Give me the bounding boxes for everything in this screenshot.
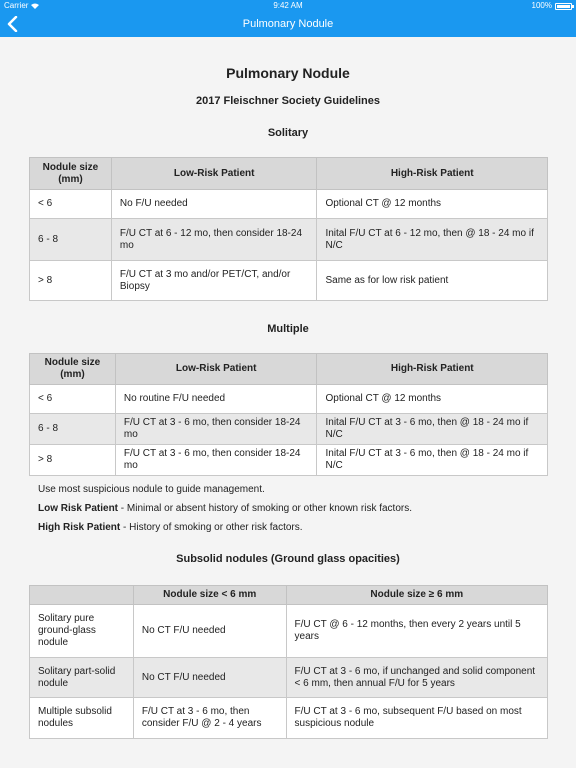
table-cell: F/U CT at 3 - 6 mo, then consider 18-24 mo — [115, 414, 317, 445]
high-risk-text: - History of smoking or other risk factors. — [120, 522, 303, 533]
table-cell: F/U CT @ 6 - 12 months, then every 2 years until 5 years — [286, 605, 547, 658]
column-header: Nodule size (mm) — [30, 354, 116, 385]
solitary-heading: Solitary — [267, 127, 309, 139]
table-cell: Optional CT @ 12 months — [317, 190, 548, 219]
table-cell: F/U CT at 3 - 6 mo, subsequent F/U based on most suspicious nodule — [286, 698, 547, 739]
column-header: Low-Risk Patient — [115, 354, 317, 385]
table-cell: Solitary part-solid nodule — [30, 658, 134, 698]
table-cell: F/U CT at 3 - 6 mo, then consider 18-24 mo — [115, 445, 317, 476]
table-cell: Inital F/U CT at 3 - 6 mo, then @ 18 - 24 mo if N/C — [317, 414, 548, 445]
table-cell: No CT F/U needed — [133, 605, 286, 658]
table-cell: > 8 — [30, 445, 116, 476]
high-risk-label: High Risk Patient — [38, 522, 121, 533]
column-header — [30, 586, 134, 605]
table-cell: Optional CT @ 12 months — [317, 385, 548, 414]
nav-title: Pulmonary Nodule — [242, 18, 334, 30]
table-cell: F/U CT at 3 - 6 mo, if unchanged and solid component < 6 mm, then annual F/U for 5 years — [286, 658, 547, 698]
table-header-row — [30, 158, 548, 190]
page-subtitle: 2017 Fleischner Society Guidelines — [195, 95, 381, 107]
solitary-table — [29, 157, 548, 301]
table-header-row — [30, 354, 548, 385]
table-cell: < 6 — [30, 190, 112, 219]
status-bar — [0, 0, 576, 12]
multiple-heading: Multiple — [267, 323, 309, 335]
nav-bar — [0, 12, 576, 37]
subsolid-heading: Subsolid nodules (Ground glass opacities) — [176, 553, 400, 565]
table-cell: Solitary pure ground-glass nodule — [30, 605, 134, 658]
table-cell: 6 - 8 — [30, 414, 116, 445]
table-cell: Inital F/U CT at 6 - 12 mo, then @ 18 - 24 mo if N/C — [317, 219, 548, 261]
table-cell: 6 - 8 — [30, 219, 112, 261]
page-title: Pulmonary Nodule — [226, 65, 350, 81]
top-bar — [0, 0, 576, 37]
table-row — [30, 605, 548, 658]
column-header: High-Risk Patient — [317, 354, 548, 385]
table-cell: No CT F/U needed — [133, 658, 286, 698]
carrier-label: Carrier — [4, 0, 39, 12]
table-cell: > 8 — [30, 261, 112, 301]
table-row — [30, 445, 548, 476]
battery-percent: 100% — [531, 1, 552, 10]
note-high-risk — [38, 522, 412, 534]
column-header: Nodule size (mm) — [30, 158, 112, 190]
table-cell: No routine F/U needed — [115, 385, 317, 414]
column-header: Low-Risk Patient — [111, 158, 317, 190]
table-row — [30, 219, 548, 261]
table-row — [30, 385, 548, 414]
column-header: High-Risk Patient — [317, 158, 548, 190]
note-text: Use most suspicious nodule to guide management. — [38, 484, 265, 495]
table-header-row — [30, 586, 548, 605]
subsolid-table — [29, 585, 548, 739]
table-row — [30, 414, 548, 445]
low-risk-label: Low Risk Patient — [38, 503, 119, 514]
table-cell: Multiple subsolid nodules — [30, 698, 134, 739]
table-cell: No F/U needed — [111, 190, 317, 219]
notes-section — [38, 484, 412, 541]
low-risk-text: - Minimal or absent history of smoking or other known risk factors. — [118, 503, 413, 514]
table-cell: < 6 — [30, 385, 116, 414]
table-row — [30, 658, 548, 698]
table-row — [30, 190, 548, 219]
table-cell: F/U CT at 6 - 12 mo, then consider 18-24 mo — [111, 219, 317, 261]
battery-indicator — [532, 0, 572, 12]
table-cell: Same as for low risk patient — [317, 261, 548, 301]
table-cell: F/U CT at 3 mo and/or PET/CT, and/or Biopsy — [111, 261, 317, 301]
table-row — [30, 698, 548, 739]
column-header: Nodule size < 6 mm — [133, 586, 286, 605]
battery-icon — [555, 3, 572, 10]
column-header: Nodule size ≥ 6 mm — [286, 586, 547, 605]
status-time: 9:42 AM — [273, 1, 303, 10]
table-cell: F/U CT at 3 - 6 mo, then consider F/U @ 2 - 4 years — [133, 698, 286, 739]
table-cell: Inital F/U CT at 3 - 6 mo, then @ 18 - 24 mo if N/C — [317, 445, 548, 476]
multiple-table — [29, 353, 548, 476]
table-row — [30, 261, 548, 301]
note-low-risk — [38, 503, 412, 515]
